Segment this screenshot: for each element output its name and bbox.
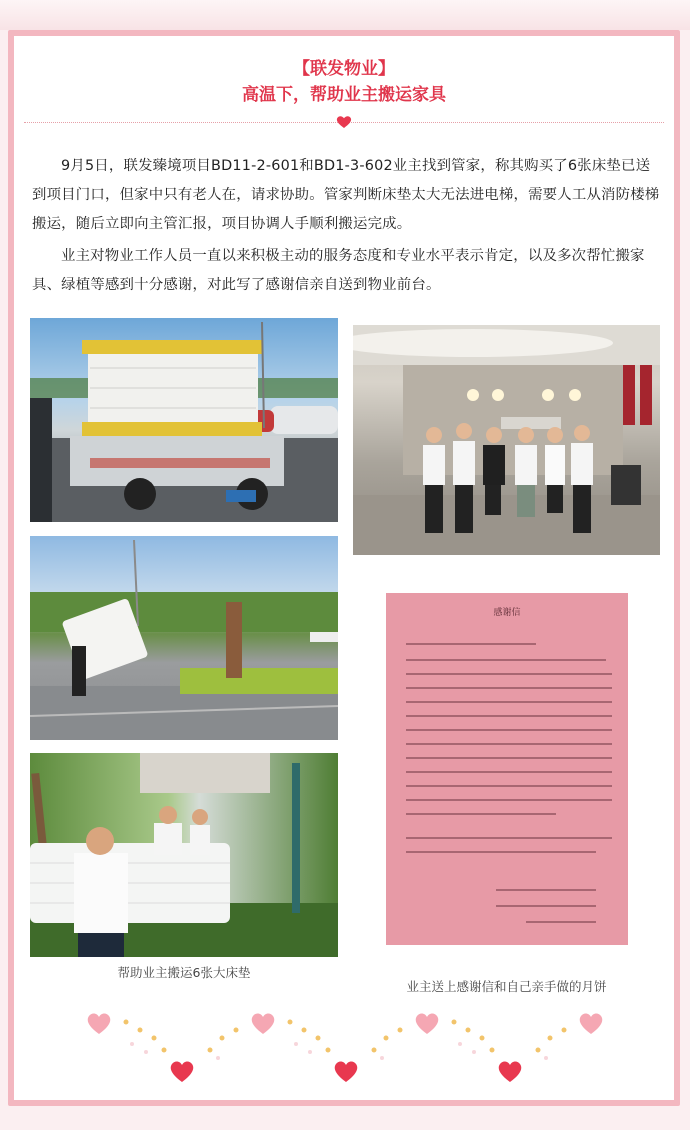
letter-line [406,729,612,731]
letter-line [406,715,612,717]
heart-icon [336,115,352,129]
letter-line [406,743,612,745]
letter-line [406,799,612,801]
letter-line [406,757,612,759]
letter-line [406,837,612,839]
letter-signature [496,905,596,907]
letter-line [406,659,606,661]
letter-line [406,785,612,787]
letter-line [406,687,612,689]
paragraph-1: 9月5日，联发臻境项目BD11-2-601和BD1-3-602业主找到管家，称其购买了6张床垫已送到项目门口，但家中只有老人在，请求协助。管家判断床垫太大无法进电梯，需要人工从消防楼梯搬运，随后立即向主管汇报，项目协调人手顺利搬运完成。 [32,158,660,232]
letter-line [406,643,536,645]
letter-title: 感谢信 [493,608,521,618]
photo-truck-mattresses [30,318,338,522]
letter-line [406,771,612,773]
photo-carrying-courtyard [30,753,338,957]
headline: 高温下，帮助业主搬运家具 [242,85,446,105]
brand-title: 【联发物业】 [293,59,395,79]
decorative-hearts-footer [14,1008,674,1088]
paragraph-2: 业主对物业工作人员一直以来积极主动的服务态度和专业水平表示肯定，以及多次帮忙搬家具、绿植等感到十分感谢，对此写了感谢信亲自送到物业前台。 [32,248,645,293]
letter-signature [496,889,596,891]
letter-date [526,921,596,923]
letter-line [406,673,612,675]
photo-thank-you-letter [386,593,628,945]
bottom-strip [0,1106,690,1130]
photo-lobby-group [353,325,660,555]
top-banner-strip [0,0,690,30]
letter-line [406,851,596,853]
caption-right: 业主送上感谢信和自己亲手做的月饼 [406,979,607,994]
letter-line [406,701,612,703]
photo-carrying-street [30,536,338,740]
caption-left: 帮助业主搬运6张大床垫 [117,965,251,980]
article-card [14,36,674,1100]
letter-line [406,813,556,815]
